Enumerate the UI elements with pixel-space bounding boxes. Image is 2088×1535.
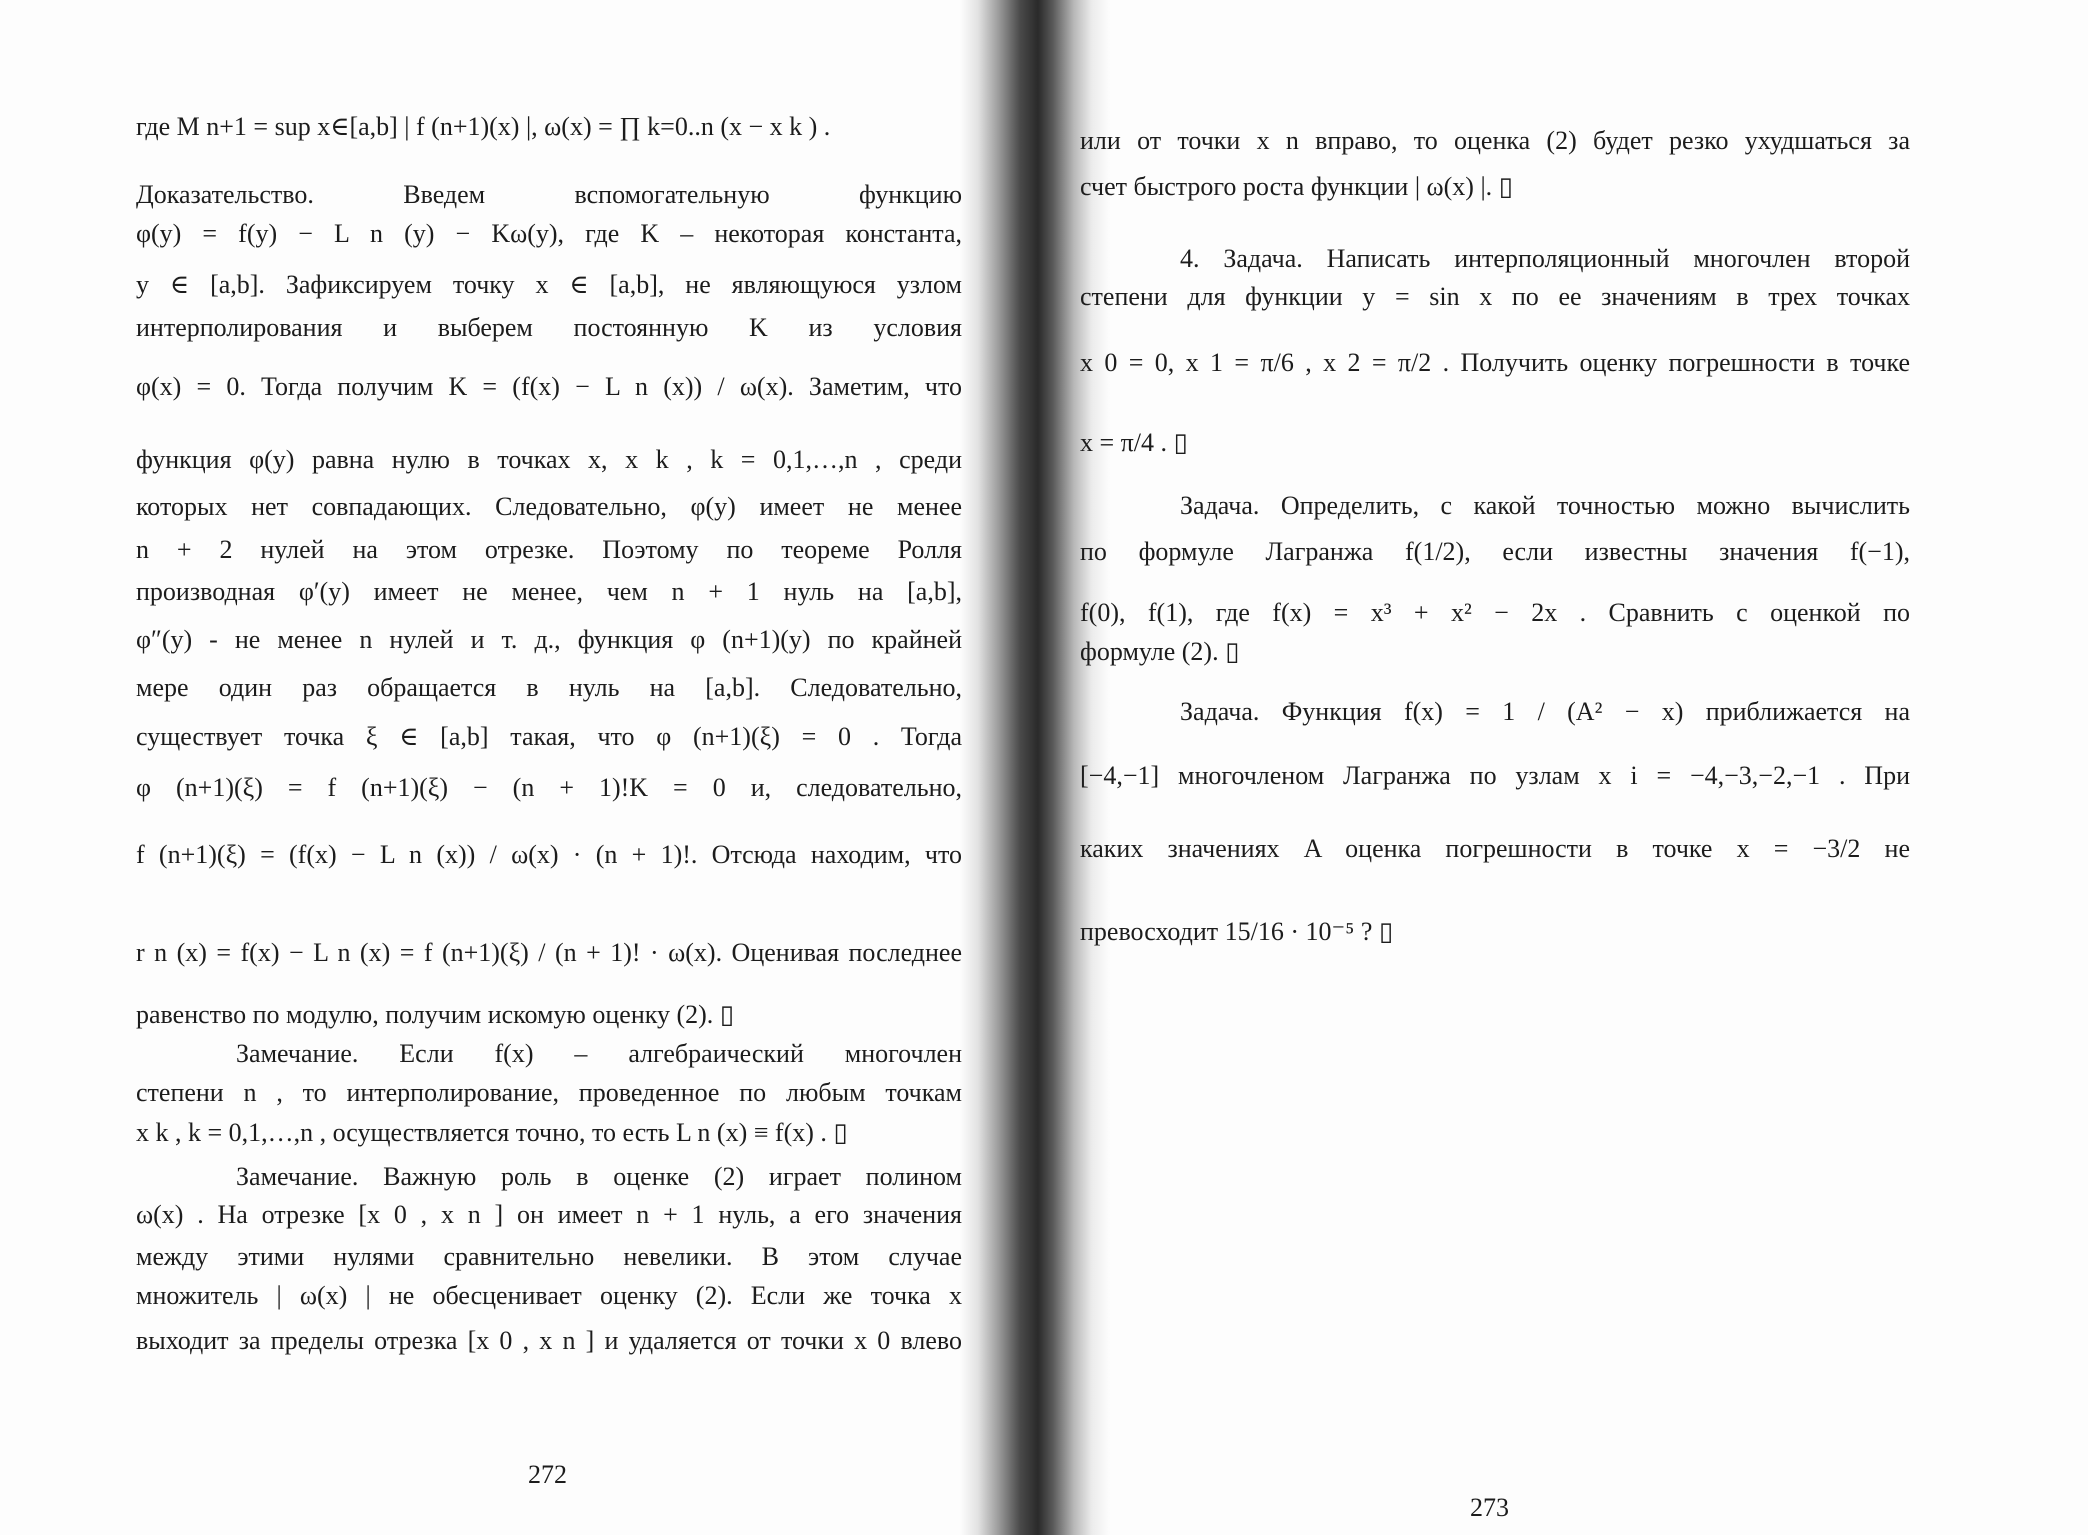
text-line: Доказательство. Введем вспомогательную функцию [136,180,962,209]
text-line: φ(x) = 0. Тогда получим K = (f(x) − L n (x)) / ω(x). Заметим, что [136,372,962,401]
text-line: φ″(y) - не менее n нулей и т. д., функция φ (n+1)(y) по крайней [136,625,962,654]
text-line: φ(y) = f(y) − L n (y) − Kω(y), где K – некоторая константа, [136,219,962,248]
page-number: 272 [528,1460,567,1489]
text-line: [−4,−1] многочленом Лагранжа по узлам x i = −4,−3,−2,−1 . При [1080,761,1910,790]
text-line: x k , k = 0,1,…,n , осуществляется точно, то есть L n (x) ≡ f(x) . ▯ [136,1118,848,1147]
text-line: φ (n+1)(ξ) = f (n+1)(ξ) − (n + 1)!K = 0 и, следовательно, [136,773,962,802]
text-line: выходит за пределы отрезка [x 0 , x n ] и удаляется от точки x 0 влево [136,1326,962,1355]
text-line: r n (x) = f(x) − L n (x) = f (n+1)(ξ) / (n + 1)! · ω(x). Оценивая последнее [136,938,962,967]
text-line: или от точки x n вправо, то оценка (2) будет резко ухудшаться за [1080,126,1910,155]
remark-heading-line: Замечание. Важную роль в оценке (2) играет полином [236,1162,962,1191]
text-line: равенство по модулю, получим искомую оценку (2). ▯ [136,1000,735,1029]
text-line: производная φ′(y) имеет не менее, чем n + 1 нуль на [a,b], [136,577,962,606]
text-line: где M n+1 = sup x∈[a,b] | f (n+1)(x) |, ω(x) = ∏ k=0..n (x − x k ) . [136,112,831,141]
text-line: интерполирования и выберем постоянную K из условия [136,313,962,342]
problem-heading-line: 4. Задача. Написать интерполяционный многочлен второй [1180,244,1910,273]
text-line: ω(x) . На отрезке [x 0 , x n ] он имеет n + 1 нуль, а его значения [136,1200,962,1229]
text-line: x = π/4 . ▯ [1080,428,1188,457]
text-line: превосходит 15/16 · 10⁻⁵ ? ▯ [1080,917,1394,946]
text-line: функция φ(y) равна нулю в точках x, x k , k = 0,1,…,n , среди [136,445,962,474]
text-line: мере один раз обращается в нуль на [a,b]. Следовательно, [136,673,962,702]
text-line: n + 2 нулей на этом отрезке. Поэтому по теореме Ролля [136,535,962,564]
problem-heading-line: Задача. Функция f(x) = 1 / (A² − x) приближается на [1180,697,1910,726]
text-line: степени для функции y = sin x по ее значениям в трех точках [1080,282,1910,311]
text-line: множитель | ω(x) | не обесценивает оценку (2). Если же точка x [136,1281,962,1310]
text-line: по формуле Лагранжа f(1/2), если известны значения f(−1), [1080,537,1910,566]
text-line: f (n+1)(ξ) = (f(x) − L n (x)) / ω(x) · (n + 1)!. Отсюда находим, что [136,840,962,869]
text-line: y ∈ [a,b]. Зафиксируем точку x ∈ [a,b], не являющуюся узлом [136,270,962,299]
text-line: каких значениях A оценка погрешности в точке x = −3/2 не [1080,834,1910,863]
text-line: между этими нулями сравнительно невелики. В этом случае [136,1242,962,1271]
text-line: существует точка ξ ∈ [a,b] такая, что φ (n+1)(ξ) = 0 . Тогда [136,722,962,751]
text-line: формуле (2). ▯ [1080,637,1240,666]
text-line: счет быстрого роста функции | ω(x) |. ▯ [1080,172,1513,201]
text-line: степени n , то интерполирование, проведенное по любым точкам [136,1078,962,1107]
remark-heading-line: Замечание. Если f(x) – алгебраический многочлен [236,1039,962,1068]
text-line: f(0), f(1), где f(x) = x³ + x² − 2x . Сравнить с оценкой по [1080,598,1910,627]
text-line: x 0 = 0, x 1 = π/6 , x 2 = π/2 . Получить оценку погрешности в точке [1080,348,1910,377]
page-number: 273 [1470,1493,1509,1522]
problem-heading-line: Задача. Определить, с какой точностью можно вычислить [1180,491,1910,520]
text-line: которых нет совпадающих. Следовательно, φ(y) имеет не менее [136,492,962,521]
